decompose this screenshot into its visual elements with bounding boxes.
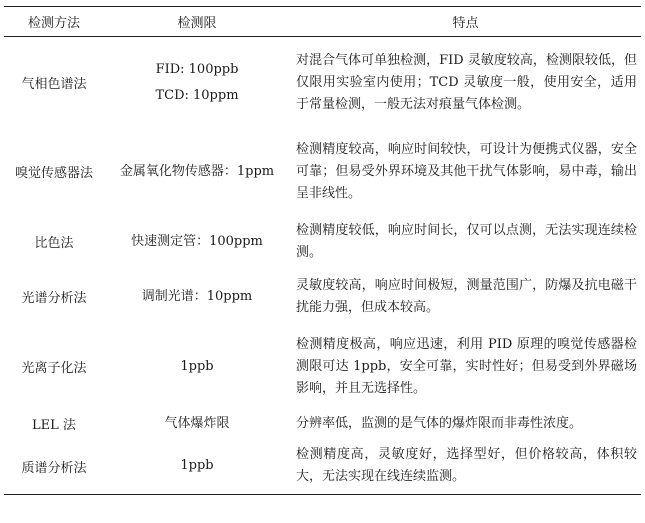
cell-features: 检测精度较低，响应时间长，仅可以点测，无法实现连续检测。	[296, 222, 637, 260]
table-row	[4, 409, 641, 439]
cell-limit	[104, 37, 290, 129]
limit-line: FID: 100ppb	[155, 61, 239, 77]
limit-line: 调制光谱：10ppm	[141, 288, 253, 304]
cell-features: 检测精度较高，响应时间较快，可设计为便携式仪器，安全可靠；但易受外界环境及其他干扰气体影响，易中毒，输出呈非线性。	[296, 141, 637, 201]
cell-method: 比色法	[34, 236, 74, 251]
cell-method: 嗅觉传感器法	[14, 166, 93, 181]
cell-method: LEL 法	[32, 418, 76, 433]
table-row	[4, 129, 641, 215]
cell-features: 分辨率低，监测的是气体的爆炸限而非毒性浓度。	[296, 415, 583, 431]
table-body	[4, 37, 641, 495]
header-method: 检测方法	[4, 7, 104, 37]
detection-methods-table	[4, 6, 641, 495]
cell-limit	[104, 409, 290, 439]
header-features: 特点	[290, 7, 641, 37]
header-limit: 检测限	[104, 7, 290, 37]
limit-line: 快速测定管：100ppm	[131, 233, 263, 249]
cell-limit	[104, 325, 290, 409]
limit-line: TCD: 10ppm	[155, 87, 239, 103]
cell-method: 光离子化法	[21, 361, 87, 376]
table-header	[4, 7, 641, 37]
cell-limit	[104, 129, 290, 215]
cell-method: 光谱分析法	[21, 291, 87, 306]
table-row	[4, 37, 641, 129]
table-row	[4, 325, 641, 409]
cell-features: 检测精度高，灵敏度好，选择型好，但价格较高，体积较大，无法实现在线连续监测。	[290, 439, 641, 495]
limit-line: 气体爆炸限	[164, 415, 230, 431]
limit-line: 1ppb	[180, 458, 214, 474]
table-row	[4, 269, 641, 325]
cell-features: 灵敏度较高，响应时间极短，测量范围广，防爆及抗电磁干扰能力强，但成本较高。	[296, 277, 637, 315]
cell-method: 气相色谱法	[21, 77, 87, 93]
limit-line: 1ppb	[180, 358, 214, 374]
table-row	[4, 215, 641, 269]
limit-line: 金属氧化物传感器：1ppm	[119, 163, 275, 179]
cell-features: 对混合气体可单独检测，FID 灵敏度较高，检测限较低，但仅限用实验室内使用；TCD 灵敏度一般，使用安全，适用于常量检测，一般无法对痕量气体检测。	[296, 52, 637, 112]
table-row	[4, 439, 641, 495]
cell-method: 质谱分析法	[4, 439, 104, 495]
cell-limit	[104, 439, 290, 495]
cell-limit	[104, 215, 290, 269]
cell-limit	[104, 269, 290, 325]
header-row	[4, 7, 641, 37]
cell-features: 检测精度极高，响应迅速，利用 PID 原理的嗅觉传感器检测限可达 1ppb，安全可靠，实时性好；但易受到外界磁场影响，并且无选择性。	[296, 336, 637, 396]
